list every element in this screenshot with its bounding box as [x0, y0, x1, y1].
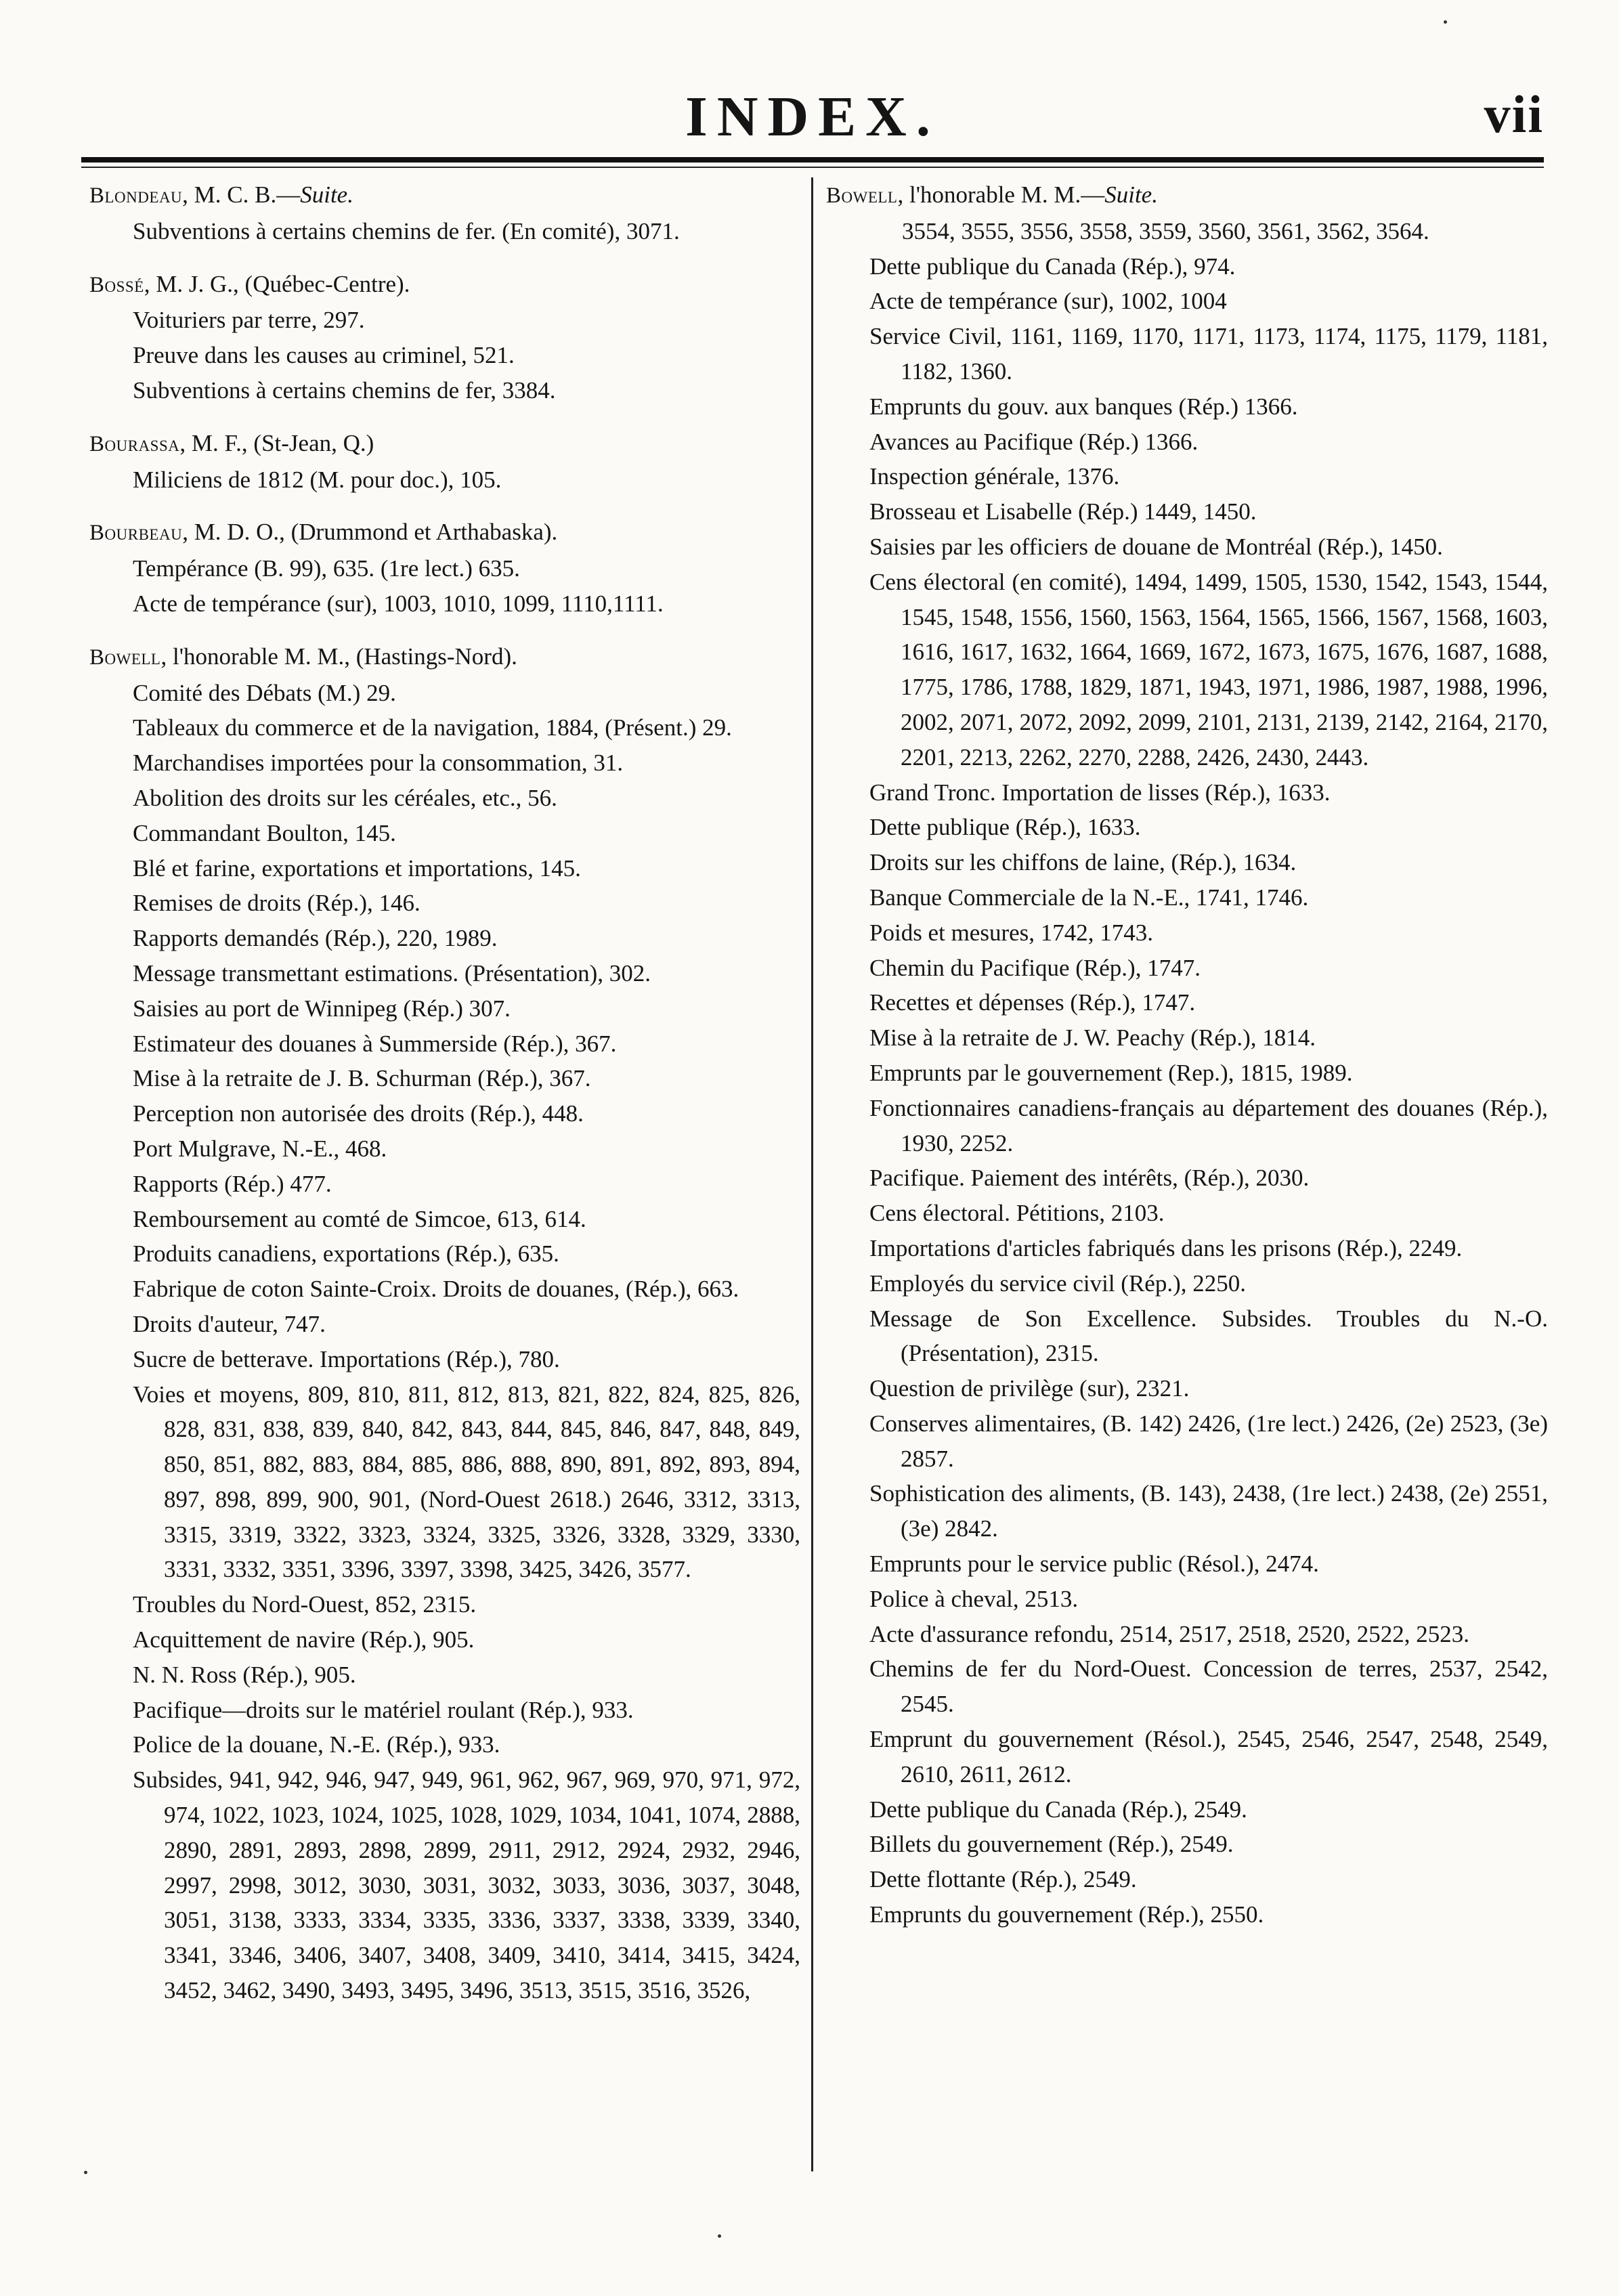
- entry-item: Tableaux du commerce et de la navigation, 1884, (Présent.) 29.: [133, 714, 732, 741]
- entry-suite: Suite.: [1104, 181, 1158, 208]
- entry-name: Bowell: [89, 645, 161, 670]
- entry-item: Mise à la retraite de J. B. Schurman (Rép.), 367.: [133, 1065, 591, 1092]
- entry-item: Police à cheval, 2513.: [869, 1585, 1079, 1612]
- entry-item: Preuve dans les causes au criminel, 521.: [133, 342, 515, 369]
- entry-item: Banque Commerciale de la N.-E., 1741, 1746.: [869, 884, 1309, 911]
- entry-heading-rest: , M. D. O., (Drummond et Arthabaska).: [182, 519, 558, 546]
- entry-continuation: 3554, 3555, 3556, 3558, 3559, 3560, 3561, 3562, 3564.: [902, 217, 1429, 244]
- entry-item: Emprunts du gouv. aux banques (Rép.) 1366.: [869, 393, 1298, 420]
- entry-item: Emprunt du gouvernement (Résol.), 2545, 2546, 2547, 2548, 2549, 2610, 2611, 2612.: [869, 1726, 1548, 1788]
- entry-item: Tempérance (B. 99), 635. (1re lect.) 635.: [133, 555, 520, 582]
- entry-item: Port Mulgrave, N.-E., 468.: [133, 1135, 387, 1162]
- entry-item: Emprunts pour le service public (Résol.), 2474.: [869, 1551, 1319, 1578]
- header-rule-thick: [81, 157, 1544, 163]
- entry-suite: Suite.: [300, 181, 353, 208]
- entry-item: Remboursement au comté de Simcoe, 613, 614.: [133, 1205, 586, 1232]
- entry-item: Pacifique. Paiement des intérêts, (Rép.), 2030.: [869, 1165, 1310, 1192]
- entry-item: Marchandises importées pour la consommation, 31.: [133, 750, 624, 777]
- entry-item: Saisies au port de Winnipeg (Rép.) 307.: [133, 995, 511, 1022]
- entry-item: Rapports demandés (Rép.), 220, 1989.: [133, 925, 498, 952]
- entry-heading: [89, 639, 800, 676]
- entry-item: Perception non autorisée des droits (Rép.), 448.: [133, 1100, 584, 1127]
- right-column: [826, 177, 1548, 1950]
- entry-item: Grand Tronc. Importation de lisses (Rép.), 1633.: [869, 779, 1331, 806]
- print-speck: [84, 2171, 87, 2174]
- entry-item: Miliciens de 1812 (M. pour doc.), 105.: [133, 466, 502, 493]
- index-entry: [89, 639, 800, 2008]
- entry-item: Fonctionnaires canadiens-français au département des douanes (Rép.), 1930, 2252.: [869, 1094, 1548, 1156]
- entry-item: Dette publique du Canada (Rép.), 974.: [869, 253, 1236, 280]
- entry-item: Voies et moyens, 809, 810, 811, 812, 813, 821, 822, 824, 825, 826, 828, 831, 838, 839, 840, 842, 843, 844, 845, 846, 847, 848, 849, 850, 851, 882, 883, 884, 885, 886, 888, 890, 891, 892, 893, 894, 897, 898, 899, 900, 901, (Nord-Ouest 2618.) 2646, 3312, 3313, 3315, 3319, 3322, 3323, 3324, 3325, 3326, 3328, 3329, 3330, 3331, 3332, 3351, 3396, 3397, 3398, 3425, 3426, 3577.: [133, 1381, 800, 1583]
- index-entry: [89, 177, 800, 249]
- column-divider: [811, 177, 813, 2171]
- entry-item: Question de privilège (sur), 2321.: [869, 1375, 1190, 1402]
- entry-item: Commandant Boulton, 145.: [133, 819, 396, 846]
- entry-item: Droits d'auteur, 747.: [133, 1310, 326, 1337]
- entry-item: Emprunts par le gouvernement (Rep.), 1815, 1989.: [869, 1059, 1353, 1086]
- entry-heading: [89, 426, 800, 462]
- entry-item: Mise à la retraite de J. W. Peachy (Rép.), 1814.: [869, 1024, 1316, 1052]
- entry-item: Chemins de fer du Nord-Ouest. Concession de terres, 2537, 2542, 2545.: [869, 1655, 1548, 1718]
- entry-name: Bourassa: [89, 431, 180, 456]
- entry-item: Subventions à certains chemins de fer, 3384.: [133, 376, 556, 404]
- entry-item: Cens électoral. Pétitions, 2103.: [869, 1200, 1165, 1227]
- entry-item: Subsides, 941, 942, 946, 947, 949, 961, 962, 967, 969, 970, 971, 972, 974, 1022, 1023, 1024, 1025, 1028, 1029, 1034, 1041, 1074, 2888, 2890, 2891, 2893, 2898, 2899, 2911, 2912, 2924, 2932, 2946, 2997, 2998, 3012, 3030, 3031, 3032, 3033, 3036, 3037, 3048, 3051, 3138, 3333, 3334, 3335, 3336, 3337, 3338, 3339, 3340, 3341, 3346, 3406, 3407, 3408, 3409, 3410, 3414, 3415, 3424, 3452, 3462, 3490, 3493, 3495, 3496, 3513, 3515, 3516, 3526,: [133, 1767, 800, 2004]
- entry-heading: [89, 515, 800, 551]
- entry-item: Comité des Débats (M.) 29.: [133, 679, 396, 706]
- index-entry: [89, 426, 800, 498]
- left-column: [89, 177, 800, 2026]
- entry-item: Acquittement de navire (Rép.), 905.: [133, 1626, 475, 1653]
- entry-item: N. N. Ross (Rép.), 905.: [133, 1661, 356, 1688]
- entry-name: Bourbeau: [89, 521, 183, 546]
- entry-item: Dette publique (Rép.), 1633.: [869, 814, 1141, 841]
- header-rule-thin: [81, 167, 1544, 168]
- entry-item: Billets du gouvernement (Rép.), 2549.: [869, 1831, 1234, 1858]
- entry-heading: [89, 177, 800, 214]
- print-speck: [1444, 20, 1447, 24]
- entry-item: Inspection générale, 1376.: [869, 463, 1120, 490]
- page-title: INDEX.: [685, 85, 940, 148]
- entry-item: Blé et farine, exportations et importations, 145.: [133, 854, 581, 882]
- entry-item: Dette publique du Canada (Rép.), 2549.: [869, 1796, 1247, 1823]
- entry-heading-rest: , l'honorable M. M.—: [897, 181, 1105, 208]
- print-speck: [718, 2234, 721, 2238]
- entry-item: Subventions à certains chemins de fer. (En comité), 3071.: [133, 217, 680, 244]
- entry-item: Troubles du Nord-Ouest, 852, 2315.: [133, 1591, 477, 1618]
- entry-item: Voituriers par terre, 297.: [133, 307, 365, 334]
- entry-item: Sucre de betterave. Importations (Rép.), 780.: [133, 1345, 560, 1372]
- entry-heading: [89, 267, 800, 303]
- entry-item: Fabrique de coton Sainte-Croix. Droits de douanes, (Rép.), 663.: [133, 1276, 739, 1303]
- entry-name: Bowell: [826, 183, 898, 208]
- entry-item: Acte d'assurance refondu, 2514, 2517, 2518, 2520, 2522, 2523.: [869, 1620, 1470, 1647]
- entry-heading-rest: , l'honorable M. M., (Hastings-Nord).: [160, 643, 517, 670]
- entry-item: Recettes et dépenses (Rép.), 1747.: [869, 989, 1196, 1016]
- entry-item: Chemin du Pacifique (Rép.), 1747.: [869, 954, 1201, 981]
- entry-item: Dette flottante (Rép.), 2549.: [869, 1866, 1137, 1893]
- entry-item: Abolition des droits sur les céréales, etc., 56.: [133, 784, 557, 811]
- index-entry: [826, 177, 1548, 1932]
- entry-item: Poids et mesures, 1742, 1743.: [869, 919, 1154, 946]
- entry-item: Remises de droits (Rép.), 146.: [133, 890, 420, 917]
- entry-heading-rest: , M. J. G., (Québec-Centre).: [144, 270, 410, 297]
- entry-item: Police de la douane, N.-E. (Rép.), 933.: [133, 1731, 500, 1758]
- entry-heading-rest: , M. C. B.—: [182, 181, 301, 208]
- page-number: vii: [1484, 85, 1544, 144]
- index-entry: [89, 515, 800, 621]
- entry-item: Pacifique—droits sur le matériel roulant (Rép.), 933.: [133, 1696, 634, 1723]
- entry-heading: [826, 177, 1548, 214]
- entry-heading-rest: , M. F., (St-Jean, Q.): [179, 429, 374, 456]
- entry-item: Estimateur des douanes à Summerside (Rép.), 367.: [133, 1030, 617, 1057]
- entry-item: Emprunts du gouvernement (Rép.), 2550.: [869, 1901, 1264, 1928]
- entry-item: Importations d'articles fabriqués dans les prisons (Rép.), 2249.: [869, 1234, 1463, 1261]
- entry-item: Rapports (Rép.) 477.: [133, 1170, 332, 1197]
- entry-item: Droits sur les chiffons de laine, (Rép.), 1634.: [869, 849, 1297, 876]
- entry-item: Acte de tempérance (sur), 1003, 1010, 1099, 1110,1111.: [133, 590, 664, 617]
- entry-item: Service Civil, 1161, 1169, 1170, 1171, 1173, 1174, 1175, 1179, 1181, 1182, 1360.: [869, 323, 1548, 385]
- index-entry: [89, 267, 800, 408]
- entry-item: Saisies par les officiers de douane de Montréal (Rép.), 1450.: [869, 533, 1443, 560]
- entry-item: Produits canadiens, exportations (Rép.), 635.: [133, 1240, 559, 1268]
- entry-name: Bossé: [89, 272, 144, 297]
- entry-item: Cens électoral (en comité), 1494, 1499, 1505, 1530, 1542, 1543, 1544, 1545, 1548, 1556, 1560, 1563, 1564, 1565, 1566, 1567, 1568, 1603, 1616, 1617, 1632, 1664, 1669, 1672, 1673, 1675, 1676, 1687, 1688, 1775, 1786, 1788, 1829, 1871, 1943, 1971, 1986, 1987, 1988, 1996, 2002, 2071, 2072, 2092, 2099, 2101, 2131, 2139, 2142, 2164, 2170, 2201, 2213, 2262, 2270, 2288, 2426, 2430, 2443.: [869, 568, 1548, 771]
- entry-item: Brosseau et Lisabelle (Rép.) 1449, 1450.: [869, 498, 1257, 525]
- entry-item: Message transmettant estimations. (Présentation), 302.: [133, 959, 651, 987]
- entry-item: Conserves alimentaires, (B. 142) 2426, (1re lect.) 2426, (2e) 2523, (3e) 2857.: [869, 1410, 1548, 1472]
- entry-item: Acte de tempérance (sur), 1002, 1004: [869, 288, 1227, 315]
- page-header: [81, 81, 1544, 149]
- entry-item: Avances au Pacifique (Rép.) 1366.: [869, 428, 1199, 455]
- entry-item: Message de Son Excellence. Subsides. Troubles du N.-O. (Présentation), 2315.: [869, 1305, 1548, 1367]
- entry-item: Employés du service civil (Rép.), 2250.: [869, 1270, 1246, 1297]
- entry-name: Blondeau: [89, 183, 183, 208]
- entry-item: Sophistication des aliments, (B. 143), 2438, (1re lect.) 2438, (2e) 2551, (3e) 2842.: [869, 1480, 1548, 1542]
